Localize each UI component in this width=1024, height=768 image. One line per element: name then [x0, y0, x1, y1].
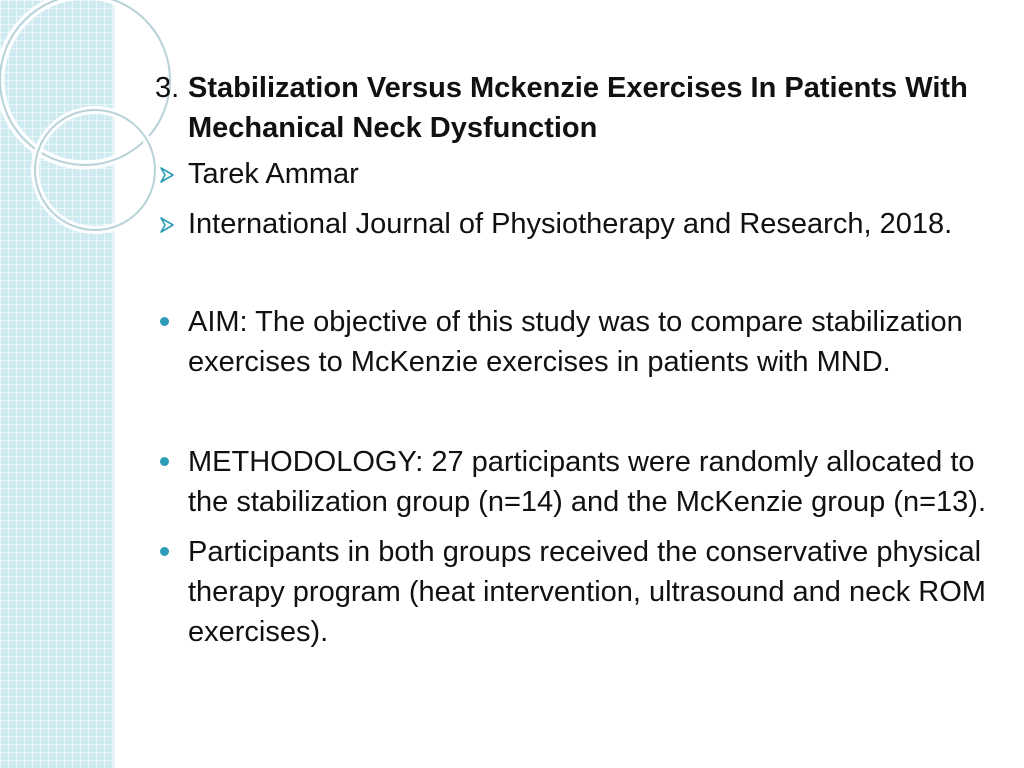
bullet-aim — [155, 302, 1005, 382]
slide-title — [155, 68, 1005, 148]
title-text: Stabilization Versus Mckenzie Exercises In Patients With Mechanical Neck Dysfunction — [188, 72, 968, 144]
bullet-text: METHODOLOGY: 27 participants were randomly allocated to the stabilization group (n=14) and the McKenzie group (n=13). — [188, 446, 986, 518]
arrow-bullet-icon — [155, 154, 188, 194]
bullet-text: Participants in both groups received the conservative physical therapy program (heat intervention, ultrasound and neck ROM exercises). — [188, 536, 986, 648]
slide-content — [155, 68, 1005, 652]
bullet-participants — [155, 532, 1005, 652]
bullet-methodology — [155, 442, 1005, 522]
journal-citation: International Journal of Physiotherapy and Research, 2018. — [188, 208, 953, 240]
author-name: Tarek Ammar — [188, 158, 359, 190]
author-item — [155, 154, 1005, 194]
bullet-dot-icon — [155, 302, 188, 342]
bullet-dot-icon — [155, 442, 188, 482]
journal-item — [155, 204, 1005, 244]
bullet-text: AIM: The objective of this study was to compare stabilization exercises to McKenzie exercises in patients with MND. — [188, 306, 963, 378]
title-number: 3. — [155, 72, 180, 104]
arrow-bullet-icon — [155, 204, 188, 244]
bullet-dot-icon — [155, 532, 188, 572]
